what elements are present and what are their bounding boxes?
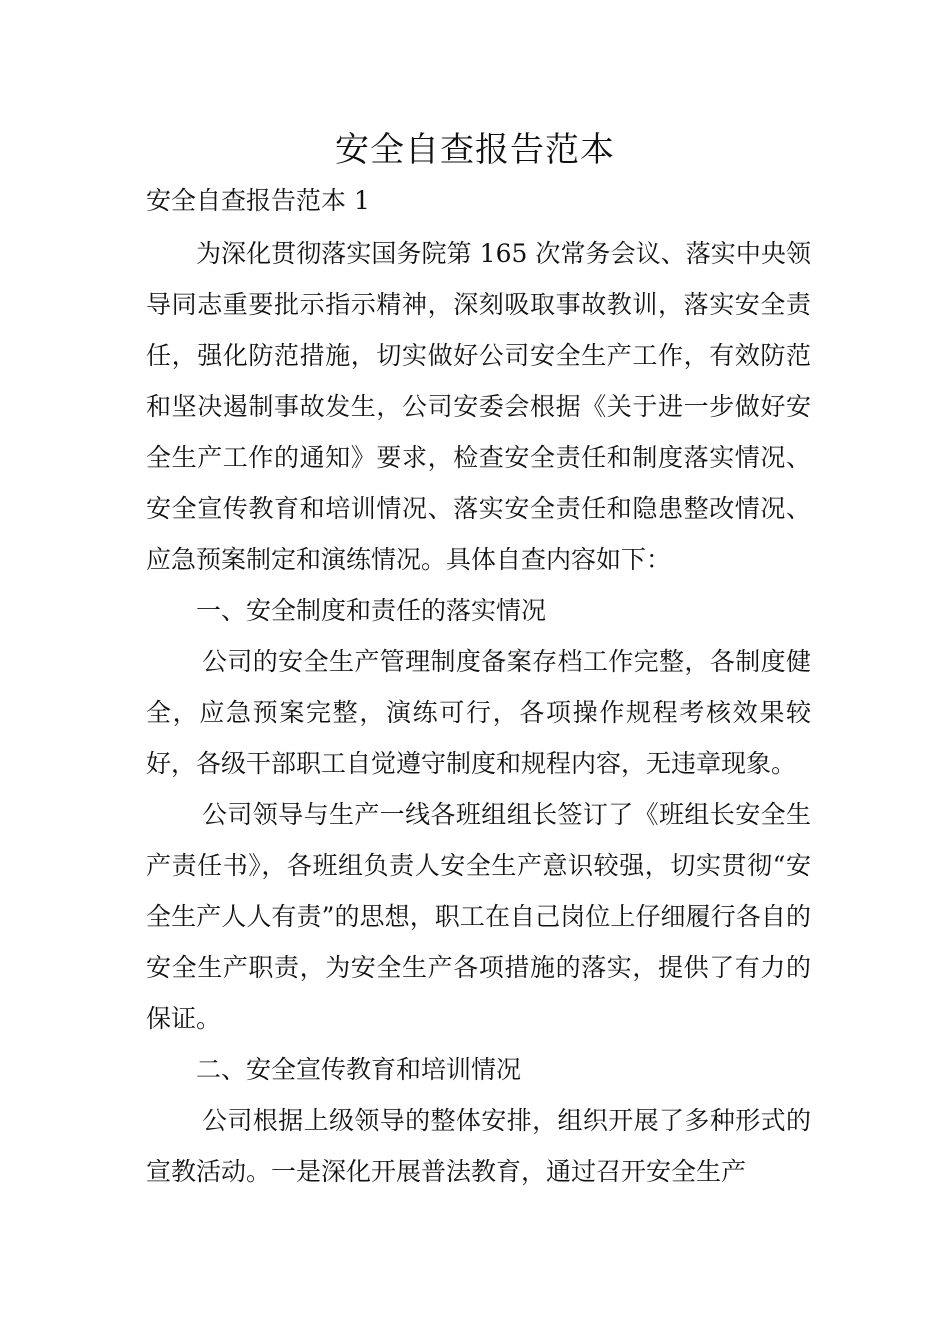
section-heading-2: 二、安全宣传教育和培训情况 <box>196 1055 522 1084</box>
paragraph-section-1b: 公司领导与生产一线各班组组长签订了《班组长安全生产责任书》，各班组负责人安全生产意识较强，切实贯彻“安全生产人人有责”的思想，职工在自己岗位上仔细履行各自的安全生产职责，为安全生产各项措施的落实，提供了有力的保证。 <box>146 800 811 1033</box>
document-body <box>146 178 811 1197</box>
paragraph-section-1a: 公司的安全生产管理制度备案存档工作完整，各制度健全，应急预案完整，演练可行，各项操作规程考核效果较好，各级干部职工自觉遵守制度和规程内容，无违章现象。 <box>146 647 811 778</box>
paragraph-intro: 为深化贯彻落实国务院第 165 次常务会议、落实中央领导同志重要批示指示精神，深刻吸取事故教训，落实安全责任，强化防范措施，切实做好公司安全生产工作，有效防范和坚决遏制事故发生，公司安委会根据《关于进一步做好安全生产工作的通知》要求，检查安全责任和制度落实情况、安全宣传教育和培训情况、落实安全责任和隐患整改情况、应急预案制定和演练情况。具体自查内容如下： <box>146 239 811 574</box>
document-title: 安全自查报告范本 <box>335 130 615 170</box>
document-subtitle: 安全自查报告范本 1 <box>146 186 370 215</box>
section-heading-1: 一、安全制度和责任的落实情况 <box>196 596 547 625</box>
paragraph-section-2a: 公司根据上级领导的整体安排，组织开展了多种形式的宣教活动。一是深化开展普法教育，通过召开安全生产 <box>146 1106 811 1186</box>
